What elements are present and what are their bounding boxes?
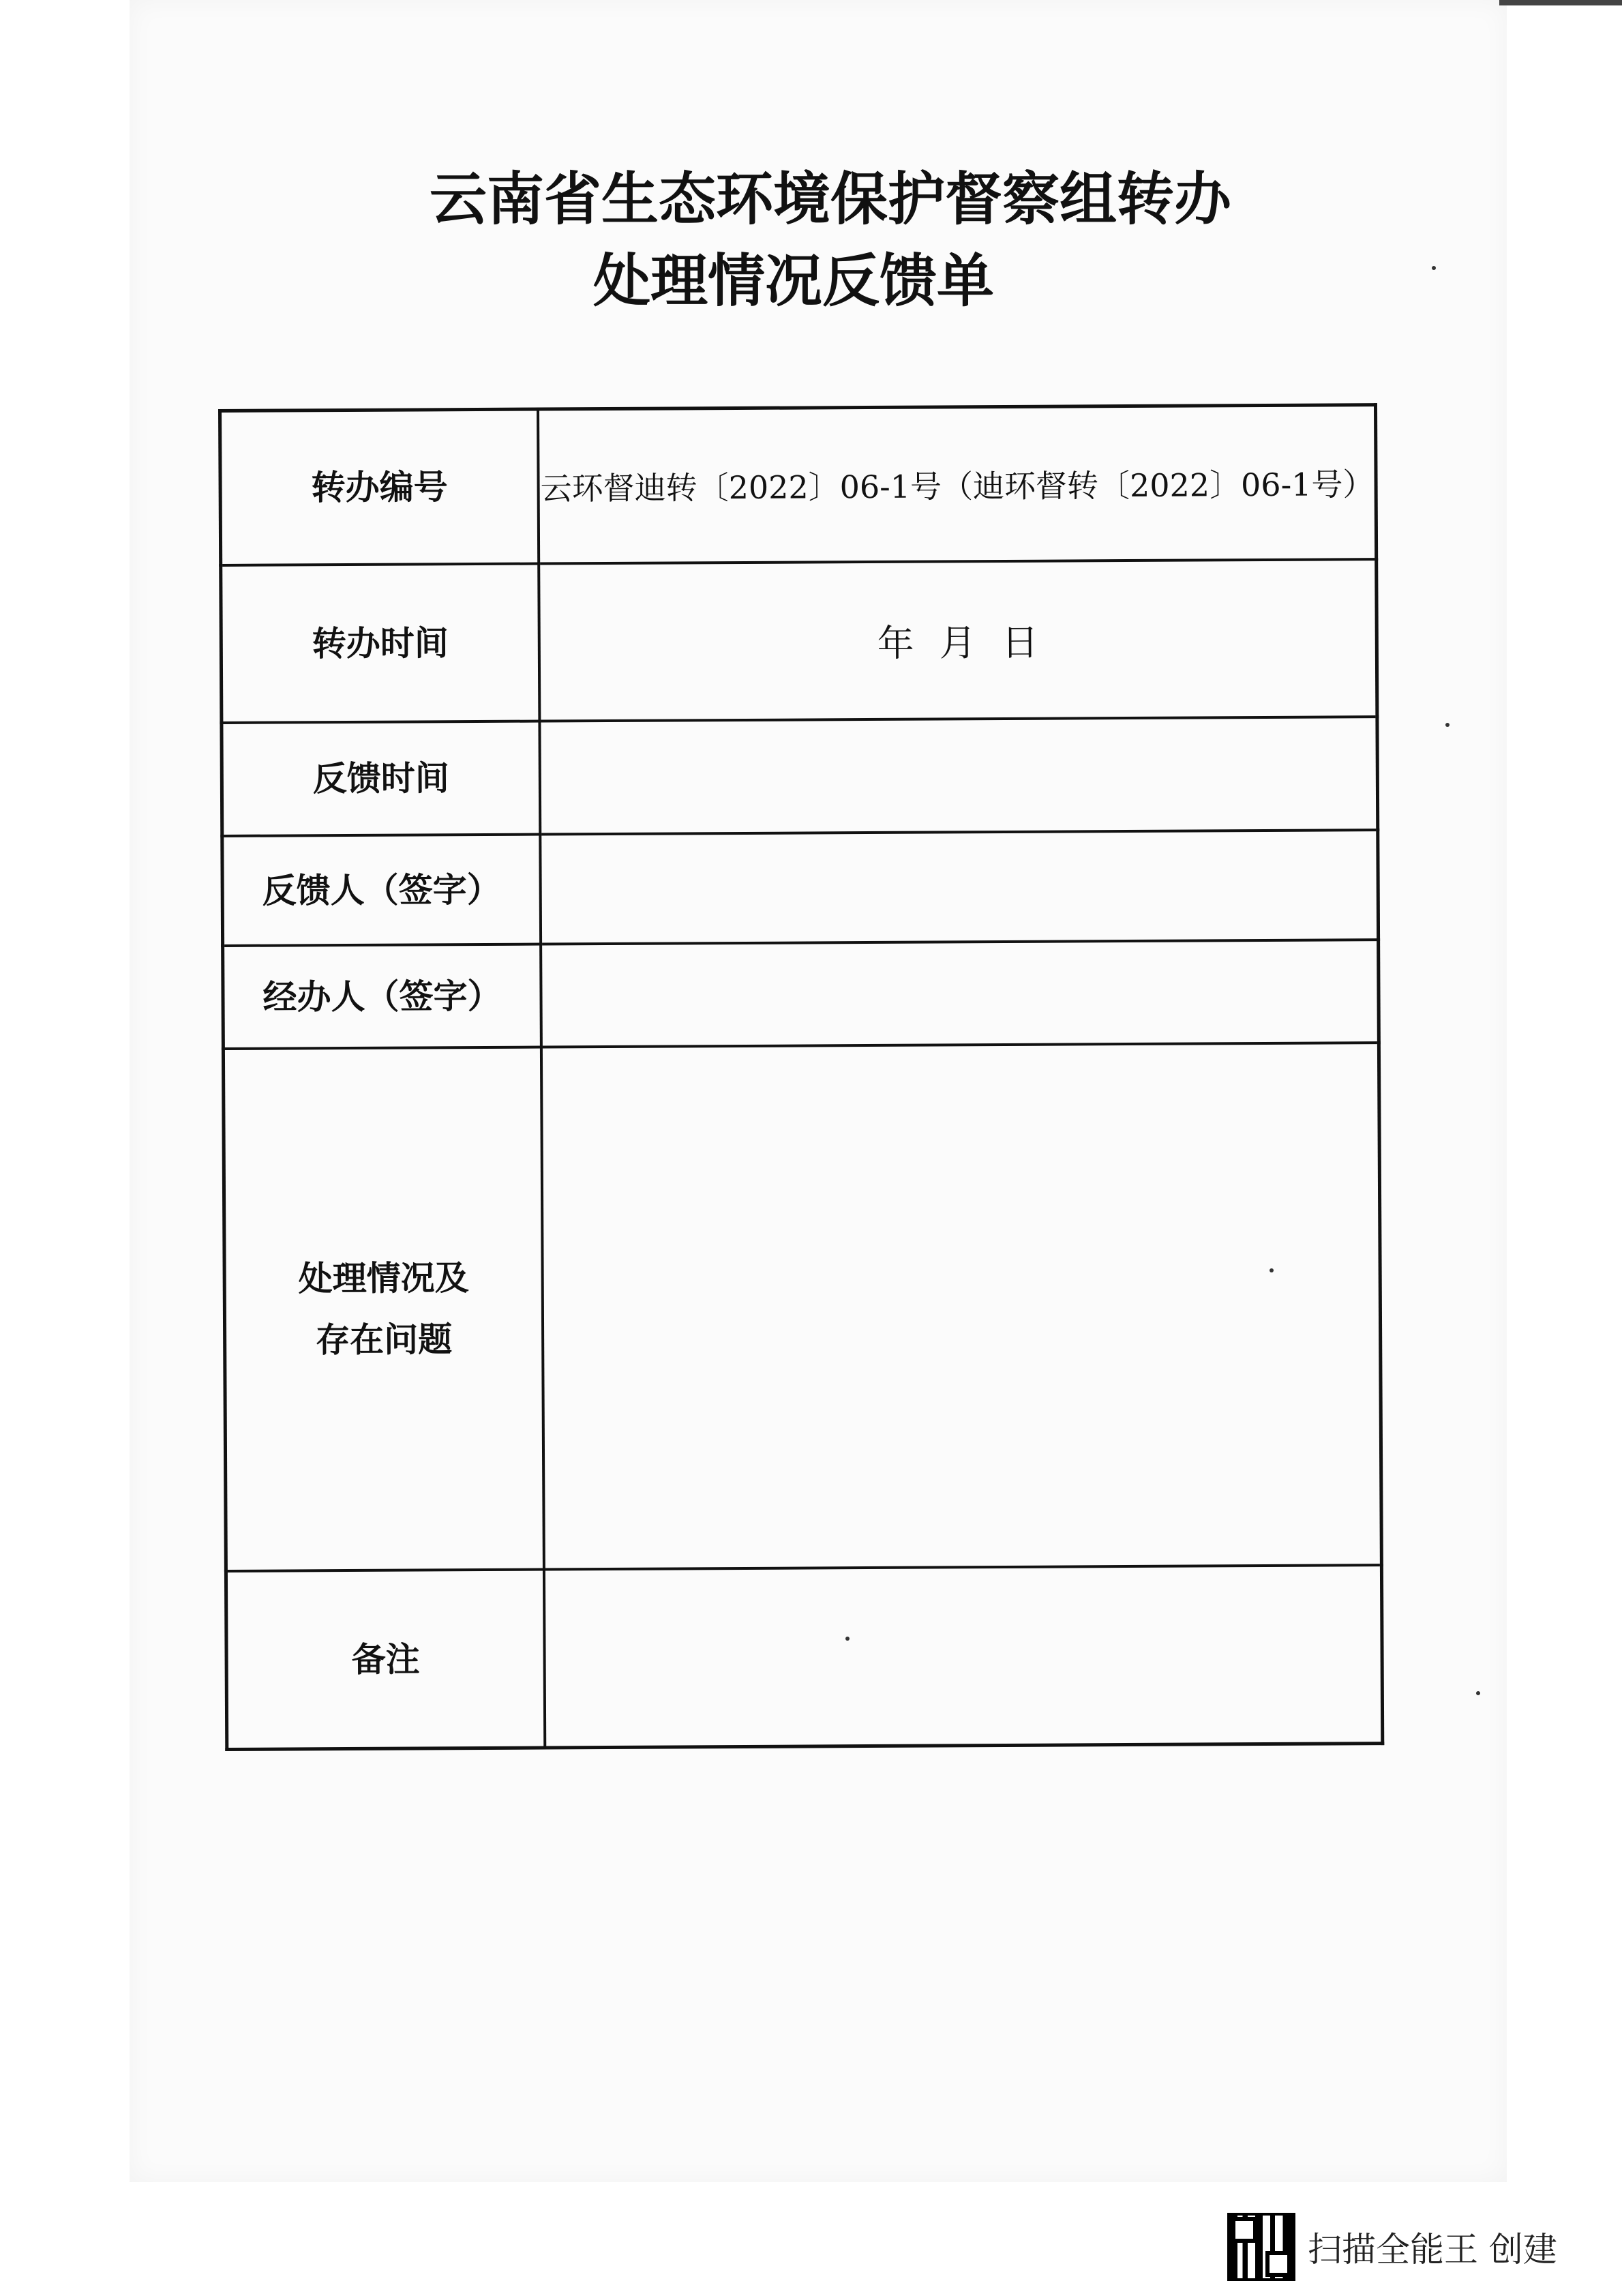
- value-transfer-time[interactable]: 年 月 日: [539, 559, 1377, 721]
- label-handling-line-1: 处理情况及: [298, 1258, 469, 1299]
- watermark-text: 扫描全能王 创建: [1308, 2230, 1557, 2269]
- row-handler: [223, 940, 1379, 1049]
- field-handler-signature[interactable]: [541, 940, 1379, 1047]
- row-feedback-person: [222, 830, 1379, 946]
- qr-code-icon: [1227, 2213, 1295, 2281]
- row-remarks: [226, 1565, 1382, 1749]
- scan-speck: [1432, 266, 1436, 270]
- scan-edge-mark: [1499, 0, 1622, 5]
- label-feedback-time: 反馈时间: [222, 721, 540, 836]
- feedback-form-table: [218, 403, 1384, 1751]
- row-transfer-time: [221, 559, 1377, 723]
- row-feedback-time: [222, 717, 1378, 836]
- label-handling-line-2: 存在问题: [315, 1320, 453, 1360]
- label-transfer-time: 转办时间: [221, 564, 540, 723]
- title-line-1: 云南省生态环境保护督察组转办: [430, 165, 1232, 233]
- scan-speck: [1476, 1691, 1480, 1695]
- row-handling-details: [223, 1043, 1381, 1571]
- title-line-2: 处理情况反馈单: [593, 247, 995, 314]
- scan-speck: [1270, 1268, 1274, 1272]
- field-feedback-person-signature[interactable]: [540, 830, 1378, 944]
- field-remarks[interactable]: [544, 1565, 1383, 1748]
- scanner-watermark: [1227, 2213, 1557, 2281]
- label-handler: 经办人（签字）: [223, 944, 541, 1049]
- field-handling-details[interactable]: [541, 1043, 1381, 1569]
- row-transfer-number: [220, 405, 1377, 565]
- value-transfer-number: 云环督迪转〔2022〕06-1号（迪环督转〔2022〕06-1号）: [538, 405, 1377, 564]
- field-feedback-time[interactable]: [539, 717, 1377, 834]
- scan-speck: [1445, 723, 1450, 727]
- label-feedback-person: 反馈人（签字）: [222, 835, 541, 946]
- label-handling-details: [223, 1047, 544, 1571]
- label-transfer-number: 转办编号: [220, 409, 539, 565]
- scan-speck: [845, 1637, 850, 1641]
- label-remarks: 备注: [226, 1570, 545, 1750]
